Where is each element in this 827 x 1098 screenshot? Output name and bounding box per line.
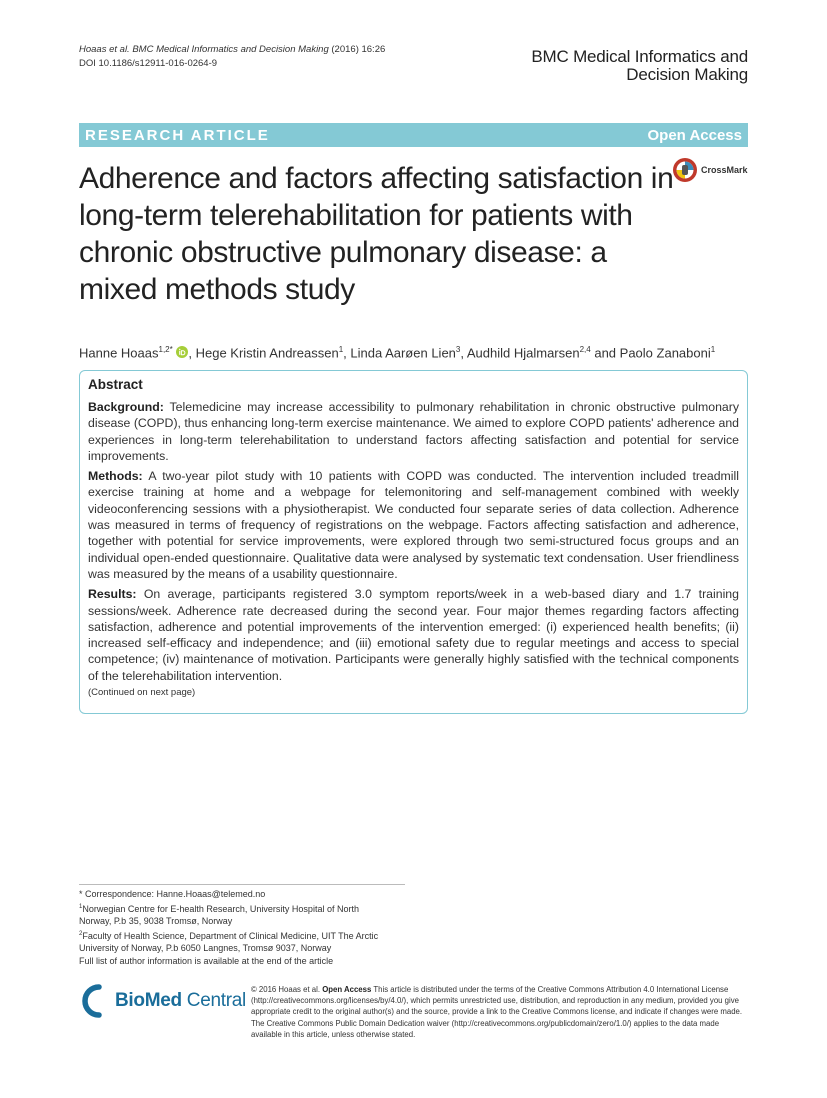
abstract-background [88, 399, 739, 464]
affiliation-number: 2 [79, 930, 83, 937]
correspondence-note[interactable]: * Correspondence: Hanne.Hoaas@telemed.no [79, 889, 266, 899]
author-affiliation: 1 [338, 345, 344, 354]
license-copyright: © 2016 Hoaas et al. [251, 985, 321, 994]
author-affiliation: 1 [710, 345, 716, 354]
abstract-box [79, 370, 748, 714]
citation-authors: Hoaas et al. [79, 44, 130, 55]
citation-year-volume: (2016) 16:26 [331, 44, 386, 55]
author-name[interactable]: Hanne Hoaas [79, 345, 159, 361]
affiliation-text: Norway, P.b 35, 9038 Tromsø, Norway [79, 916, 233, 927]
biomed-central-logo[interactable] [79, 984, 246, 1018]
author-name[interactable]: Audhild Hjalmarsen [466, 345, 580, 361]
author-separator: , [460, 345, 467, 361]
article-type-label: RESEARCH ARTICLE [85, 126, 270, 144]
abstract-heading: Abstract [88, 377, 143, 392]
journal-name-line1: BMC Medical Informatics and [531, 47, 748, 66]
author-affiliation: 1,2* [158, 345, 173, 354]
orcid-icon[interactable] [176, 346, 188, 361]
journal-name-line2: Decision Making [626, 65, 748, 84]
citation-journal: BMC Medical Informatics and Decision Making [132, 44, 329, 55]
author-name[interactable]: Hege Kristin Andreassen [195, 345, 339, 361]
crossmark-label: CrossMark [701, 165, 748, 175]
license-statement [251, 984, 748, 1040]
license-open-access: Open Access [322, 985, 372, 994]
affiliation-number: 1 [79, 903, 83, 910]
continued-note: (Continued on next page) [88, 687, 196, 699]
citation-header [79, 43, 385, 71]
license-text: This article is distributed under the terms of the Creative Commons Attribution 4.0 International License (http://creativecommons.org/licenses/by/4.0/), which permits unrestricted use, distribution, and reproduction in any medium, provided you give appropriate credit to the original author(s) and the source, provide a link to the Creative Commons license, and indicate if changes were made. The Creative Commons Public Domain Dedication waiver (http://creativecommons.org/publicdomain/zero/1.0/) applies to the data made available in this article, unless otherwise stated. [251, 985, 743, 1039]
affiliation-1 [79, 901, 405, 928]
article-type-banner [79, 123, 748, 147]
footnotes [79, 884, 405, 968]
methods-text: A two-year pilot study with 10 patients with COPD was conducted. The intervention included treadmill exercise training at home and a webpage for telemonitoring and self-management combined with weekly videoconferencing sessions with a physiotherapist. We conducted four separate series of data collection. Adherence was measured in terms of frequency of registrations on the webpage. Factors affecting satisfaction and adherence, together with potential for service improvements, were explored through two semi-structured focus groups and an individual open-ended questionnaire. Qualitative data were analysed by systematic text condensation. User friendliness was measured by the means of a usability questionnaire. [88, 469, 739, 581]
author-affiliation: 3 [455, 345, 461, 354]
full-author-info-note: Full list of author information is available at the end of the article [79, 955, 334, 966]
author-separator: and [590, 345, 620, 361]
journal-name [531, 48, 748, 84]
author-affiliation: 2,4 [579, 345, 591, 354]
affiliation-2 [79, 928, 405, 955]
affiliation-text: University of Norway, P.b 6050 Langnes, Tromsø 9037, Norway [79, 943, 332, 954]
biomed-central-icon [79, 984, 113, 1018]
crossmark-icon [672, 157, 698, 183]
author-list [79, 345, 715, 361]
abstract-results [88, 586, 739, 684]
article-title: Adherence and factors affecting satisfaction in long-term telerehabilitation for patients with chronic obstructive pulmonary disease: a mixed methods study [79, 162, 674, 306]
crossmark-badge[interactable] [672, 157, 748, 183]
doi-text[interactable]: DOI 10.1186/s12911-016-0264-9 [79, 58, 218, 69]
affiliation-text: Faculty of Health Science, Department of Clinical Medicine, UIT The Arctic [82, 930, 379, 941]
background-label: Background: [88, 400, 164, 414]
methods-label: Methods: [88, 469, 143, 484]
abstract-methods [88, 468, 739, 582]
author-separator: , [343, 345, 351, 361]
author-separator: , [188, 345, 196, 361]
publisher-name [115, 990, 246, 1012]
publisher-name-light: Central [181, 990, 246, 1011]
background-text: Telemedicine may increase accessibility to pulmonary rehabilitation in chronic obstructive pulmonary disease (COPD), thus enhancing long-term exercise maintenance. We aimed to explore COPD patients' adherence and experiences in long-term telerehabilitation to understand factors affecting satisfaction and potential for service improvements. [88, 400, 739, 463]
results-text: On average, participants registered 3.0 symptom reports/week in a web-based diary and 1.7 training sessions/week. Adherence rate decreased during the second year. Four major themes regarding factors affecting satisfaction, adherence and potential improvements of the intervention emerged: (i) experienced health benefits; (ii) increased self-efficacy and independence; and (iii) emotional safety due to regular meetings and access to special competence; (iv) maintenance of motivation. Participants were generally highly satisfied with the technical components of the telerehabilitation intervention. [88, 587, 739, 683]
open-access-label: Open Access [647, 126, 742, 144]
results-label: Results: [88, 587, 137, 602]
publisher-name-bold: BioMed [115, 990, 182, 1011]
affiliation-text: Norwegian Centre for E-health Research, University Hospital of North [82, 903, 359, 914]
author-name[interactable]: Linda Aarøen Lien [350, 345, 456, 361]
author-name[interactable]: Paolo Zanaboni [619, 345, 711, 361]
